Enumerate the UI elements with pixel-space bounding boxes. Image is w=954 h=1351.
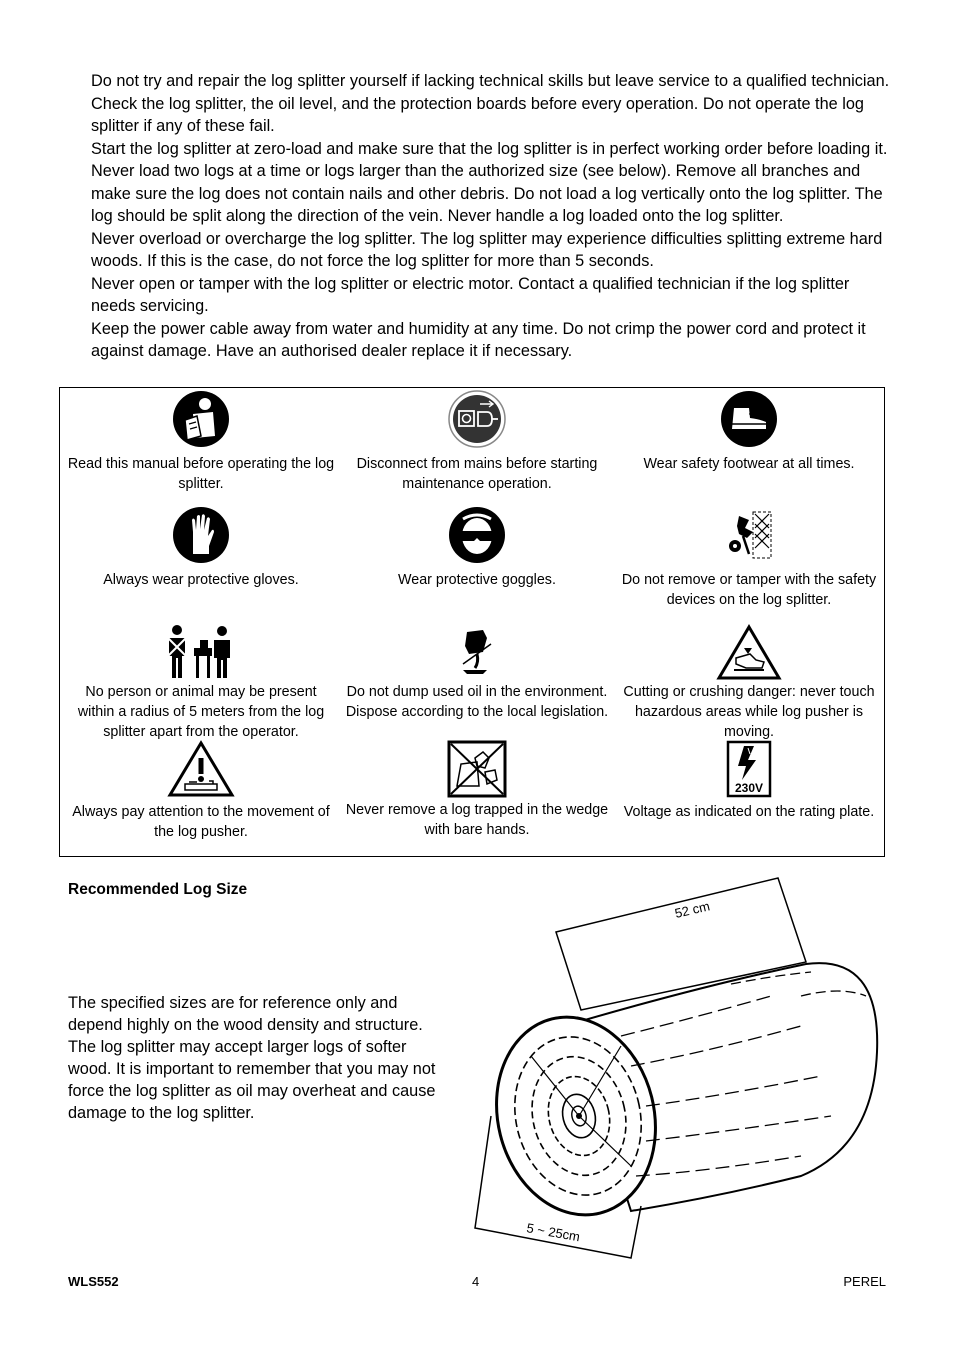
no-bare-hands-icon — [447, 740, 507, 798]
crushing-danger-icon — [716, 624, 782, 680]
symbol-voltage — [614, 740, 884, 822]
symbol-caption: Cutting or crushing danger: never touch hazardous areas while log pusher is moving. — [623, 684, 875, 740]
protective-gloves-icon — [171, 506, 231, 564]
page-number: 4 — [472, 1274, 480, 1289]
symbol-caption: No person or animal may be present within a radius of 5 meters from the log splitter apart from the operator. — [77, 684, 325, 740]
symbol-crushing-danger — [614, 624, 884, 742]
symbol-keep-distance — [66, 624, 336, 742]
protective-goggles-icon — [447, 506, 507, 564]
paragraph: Check the log splitter, the oil level, and the protection boards before every operation. Do not operate the log splitter if any of these fail. — [91, 94, 864, 135]
voltage-label: 230V — [734, 781, 764, 795]
symbol-log-pusher-warning — [66, 740, 336, 842]
symbol-caption: Read this manual before operating the log splitter. — [67, 456, 335, 492]
instruction-paragraphs — [91, 70, 891, 363]
diameter-label: 5 ~ 25cm — [525, 1220, 582, 1245]
paragraph: Never overload or overcharge the log splitter. The log splitter may experience difficulties splitting extreme hard woods. If this is the case, do not force the log splitter for more than 5 seconds. — [91, 229, 883, 270]
symbol-no-oil-dumping — [342, 624, 612, 722]
read-manual-icon — [171, 390, 231, 448]
log-size-figure — [471, 876, 887, 1260]
keep-distance-icon — [164, 624, 238, 680]
symbol-caption: Wear safety footwear at all times. — [643, 456, 855, 472]
symbol-no-tamper — [614, 506, 884, 610]
length-label: 52 cm — [673, 898, 712, 921]
symbol-caption: Disconnect from mains before starting maintenance operation. — [356, 456, 598, 492]
section-title: Recommended Log Size — [68, 881, 248, 898]
symbol-caption: Never remove a log trapped in the wedge with bare hands. — [345, 802, 609, 838]
safety-footwear-icon — [719, 390, 779, 448]
symbol-caption: Do not dump used oil in the environment. Dispose according to the local legislation. — [345, 684, 609, 720]
disconnect-mains-icon — [447, 390, 507, 448]
paragraph: Never open or tamper with the log splitter or electric motor. Contact a qualified technician if the log splitter needs servicing. — [91, 274, 850, 315]
log-size-note: The specified sizes are for reference only and depend highly on the wood density and structure. The log splitter may accept larger logs of softer wood. It is important to remember that you may not force the log splitter as oil may overheat and cause damage to the log splitter. — [68, 994, 436, 1122]
paragraph: Never load two logs at a time or logs larger than the authorized size (see below). Remove all branches and make sure the log does not contain nails and other debris. Do not load a log vertically onto the log splitter. The log should be split along the direction of the vein. Never handle a log loaded onto the log splitter. — [91, 162, 883, 225]
symbol-no-bare-hands — [342, 740, 612, 840]
symbol-caption: Do not remove or tamper with the safety devices on the log splitter. — [621, 572, 877, 608]
footer-model: WLS552 — [68, 1274, 119, 1289]
paragraph: Do not try and repair the log splitter yourself if lacking technical skills but leave service to a qualified technician. — [91, 72, 890, 90]
symbol-caption: Always wear protective gloves. — [103, 572, 299, 588]
paragraph: Keep the power cable away from water and humidity at any time. Do not crimp the power cord and protect it against damage. Have an authorised dealer replace it if necessary. — [91, 319, 866, 360]
log-pusher-warning-icon — [167, 740, 235, 798]
symbol-protective-gloves — [66, 506, 336, 590]
symbol-caption: Voltage as indicated on the rating plate. — [623, 804, 875, 820]
symbol-protective-goggles — [342, 506, 612, 590]
voltage-icon — [726, 740, 772, 798]
symbol-safety-footwear — [614, 390, 884, 474]
paragraph: Start the log splitter at zero-load and make sure that the log splitter is in perfect working order before loading it. — [91, 139, 888, 158]
symbol-caption: Always pay attention to the movement of the log pusher. — [72, 804, 330, 840]
safety-symbols-table — [59, 387, 885, 857]
symbol-read-manual — [66, 390, 336, 494]
footer-brand: PEREL — [843, 1274, 886, 1289]
no-tamper-safety-devices-icon — [719, 506, 779, 564]
symbol-disconnect-mains — [342, 390, 612, 494]
no-oil-dumping-icon — [447, 624, 507, 680]
symbol-caption: Wear protective goggles. — [398, 572, 556, 588]
